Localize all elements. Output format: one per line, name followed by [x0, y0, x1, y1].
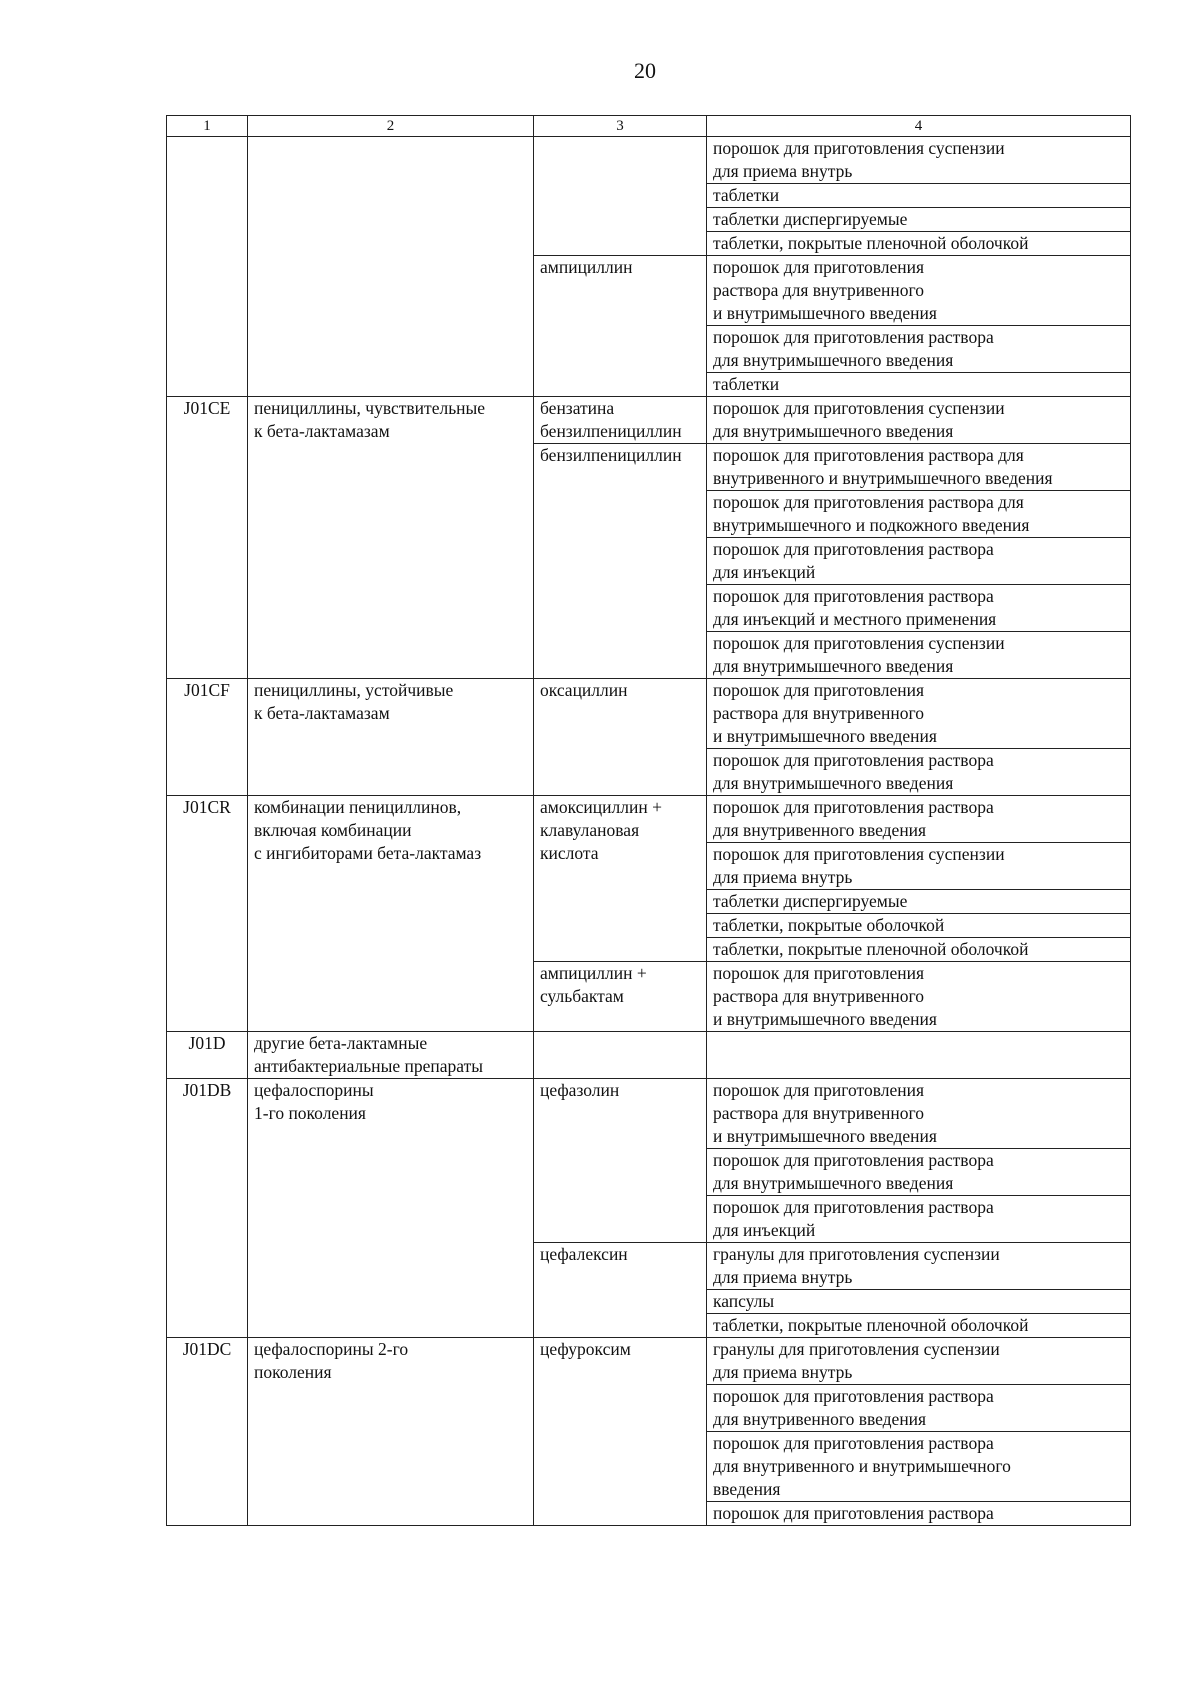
- dosage-form: таблетки, покрытые пленочной оболочкой: [707, 231, 1130, 255]
- atc-code-cell: J01CE: [167, 397, 248, 679]
- atc-code-cell: J01DB: [167, 1079, 248, 1338]
- dosage-forms-cell: [707, 397, 1131, 444]
- group-name-cell: пенициллины, устойчивые к бета-лактамазам: [248, 679, 534, 796]
- dosage-form: таблетки: [707, 372, 1130, 396]
- dosage-form: таблетки, покрытые пленочной оболочкой: [707, 1313, 1130, 1337]
- table-row: [167, 137, 1131, 256]
- substance-name-cell: [534, 137, 707, 256]
- dosage-forms-cell: [707, 1032, 1131, 1079]
- group-name-cell: комбинации пенициллинов, включая комбинации с ингибиторами бета-лактамаз: [248, 796, 534, 1032]
- column-header-4: 4: [707, 116, 1131, 137]
- dosage-forms-cell: [707, 256, 1131, 397]
- dosage-forms-cell: [707, 444, 1131, 679]
- table-row: [167, 1079, 1131, 1243]
- table-row: [167, 796, 1131, 962]
- dosage-form: таблетки диспергируемые: [707, 207, 1130, 231]
- dosage-form: порошок для приготовления раствора для инъекций и местного применения: [707, 584, 1130, 631]
- group-name-cell: цефалоспорины 1-го поколения: [248, 1079, 534, 1338]
- group-name-cell: цефалоспорины 2-го поколения: [248, 1338, 534, 1526]
- atc-code-cell: J01DC: [167, 1338, 248, 1526]
- atc-code-cell: J01CF: [167, 679, 248, 796]
- dosage-form: порошок для приготовления раствора для внутривенного и внутримышечного введения: [713, 1080, 937, 1146]
- dosage-forms-cell: [707, 679, 1131, 796]
- dosage-forms-cell: [707, 1338, 1131, 1526]
- substance-name-cell: амоксициллин + клавулановая кислота: [534, 796, 707, 962]
- dosage-form: порошок для приготовления раствора для внутривенного и внутримышечного введения: [713, 445, 1053, 488]
- dosage-form: порошок для приготовления суспензии для приема внутрь: [713, 138, 1005, 181]
- dosage-form: [707, 1032, 1130, 1055]
- table-row: [167, 397, 1131, 444]
- header-row: [167, 116, 1131, 137]
- dosage-form: порошок для приготовления раствора для внутривенного и внутримышечного введения: [713, 680, 937, 746]
- group-name-cell: [248, 137, 534, 397]
- dosage-forms-cell: [707, 796, 1131, 962]
- substance-name-cell: цефалексин: [534, 1243, 707, 1338]
- atc-code-cell: [167, 137, 248, 397]
- dosage-forms-cell: [707, 1079, 1131, 1243]
- table-row: [167, 1032, 1131, 1079]
- dosage-form: порошок для приготовления раствора для внутривенного и внутримышечного введения: [713, 963, 937, 1029]
- dosage-form: порошок для приготовления раствора для внутримышечного введения: [707, 325, 1130, 372]
- group-name-cell: другие бета-лактамные антибактериальные препараты: [248, 1032, 534, 1079]
- page-number: 20: [634, 58, 656, 83]
- dosage-form: таблетки, покрытые пленочной оболочкой: [707, 937, 1130, 961]
- dosage-forms-cell: [707, 1243, 1131, 1338]
- dosage-form: порошок для приготовления раствора для внутривенного введения: [707, 1384, 1130, 1431]
- dosage-form: порошок для приготовления раствора для внутримышечного введения: [707, 748, 1130, 795]
- dosage-form: порошок для приготовления суспензии для внутримышечного введения: [713, 398, 1005, 441]
- dosage-form: таблетки: [707, 183, 1130, 207]
- dosage-form: порошок для приготовления раствора для инъекций: [707, 537, 1130, 584]
- drug-table: [166, 115, 1130, 1526]
- dosage-form: порошок для приготовления раствора для внутримышечного введения: [707, 1148, 1130, 1195]
- atc-code-cell: J01D: [167, 1032, 248, 1079]
- substance-name-cell: цефазолин: [534, 1079, 707, 1243]
- group-name-cell: пенициллины, чувствительные к бета-лактамазам: [248, 397, 534, 679]
- drug-table-grid: [166, 115, 1131, 1526]
- table-row: [167, 1338, 1131, 1526]
- dosage-form: гранулы для приготовления суспензии для приема внутрь: [713, 1244, 1000, 1287]
- substance-name-cell: ампициллин + сульбактам: [534, 962, 707, 1032]
- dosage-form: гранулы для приготовления суспензии для приема внутрь: [713, 1339, 1000, 1382]
- atc-code-cell: J01CR: [167, 796, 248, 1032]
- dosage-form: таблетки диспергируемые: [707, 889, 1130, 913]
- dosage-form: порошок для приготовления суспензии для приема внутрь: [707, 842, 1130, 889]
- dosage-form: порошок для приготовления раствора: [707, 1501, 1130, 1525]
- table-body: [167, 137, 1131, 1526]
- dosage-form: порошок для приготовления раствора для внутривенного и внутримышечного введения: [713, 257, 937, 323]
- dosage-form: порошок для приготовления суспензии для внутримышечного введения: [707, 631, 1130, 678]
- substance-name-cell: бензилпенициллин: [534, 444, 707, 679]
- dosage-form: капсулы: [707, 1289, 1130, 1313]
- dosage-form: порошок для приготовления раствора для инъекций: [707, 1195, 1130, 1242]
- table-row: [167, 679, 1131, 796]
- column-header-1: 1: [167, 116, 248, 137]
- dosage-form: порошок для приготовления раствора для внутримышечного и подкожного введения: [707, 490, 1130, 537]
- substance-name-cell: [534, 1032, 707, 1079]
- dosage-forms-cell: [707, 962, 1131, 1032]
- dosage-form: таблетки, покрытые оболочкой: [707, 913, 1130, 937]
- substance-name-cell: ампициллин: [534, 256, 707, 397]
- column-header-2: 2: [248, 116, 534, 137]
- substance-name-cell: бензатина бензилпенициллин: [534, 397, 707, 444]
- column-header-3: 3: [534, 116, 707, 137]
- substance-name-cell: оксациллин: [534, 679, 707, 796]
- dosage-form: порошок для приготовления раствора для внутривенного и внутримышечного введения: [707, 1431, 1130, 1501]
- dosage-forms-cell: [707, 137, 1131, 256]
- dosage-form: порошок для приготовления раствора для внутривенного введения: [713, 797, 994, 840]
- substance-name-cell: цефуроксим: [534, 1338, 707, 1526]
